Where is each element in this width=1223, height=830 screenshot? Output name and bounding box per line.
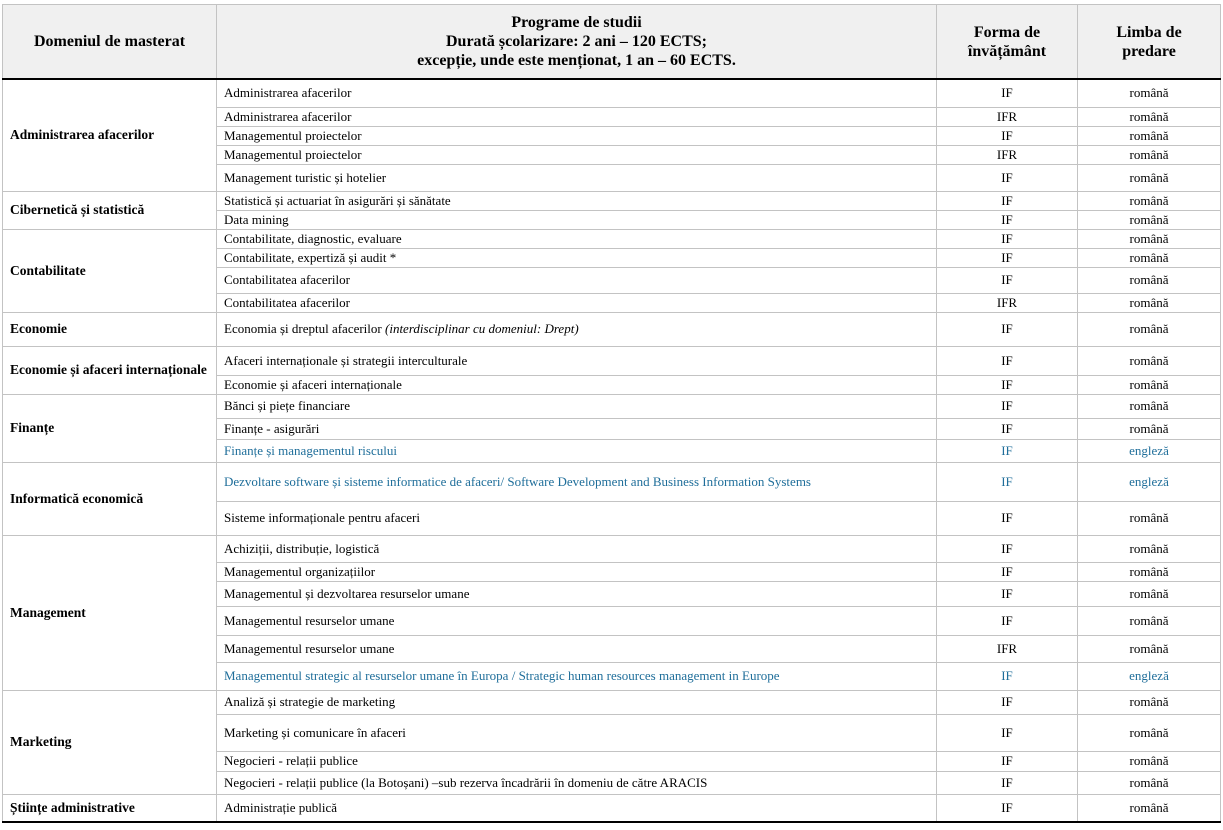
- program-cell: [217, 79, 937, 107]
- domain-cell: Contabilitate: [3, 229, 217, 312]
- program-name: Afaceri internaționale și strategii interculturale: [224, 352, 468, 368]
- study-form-cell: IF: [937, 501, 1078, 535]
- header-lang-line2: predare: [1122, 42, 1176, 60]
- program-name: Achiziții, distribuție, logistică: [224, 540, 380, 556]
- header-form-line1: Forma de: [973, 23, 1041, 41]
- language-cell: română: [1078, 145, 1221, 164]
- language-cell: engleză: [1078, 662, 1221, 690]
- study-form-cell: IF: [937, 462, 1078, 501]
- program-cell: [217, 394, 937, 418]
- study-form-cell: IF: [937, 126, 1078, 145]
- header-row: [3, 5, 1221, 80]
- program-cell: [217, 794, 937, 822]
- language-cell: română: [1078, 210, 1221, 229]
- study-form-cell: IF: [937, 267, 1078, 293]
- program-cell: [217, 248, 937, 267]
- language-cell: română: [1078, 635, 1221, 662]
- program-cell: [217, 635, 937, 662]
- program-name: Dezvoltare software și sisteme informatice de afaceri/ Software Development and Business Information Systems: [224, 473, 811, 489]
- program-cell: [217, 346, 937, 375]
- program-cell: [217, 312, 937, 346]
- table-row: [3, 394, 1221, 418]
- language-cell: română: [1078, 562, 1221, 581]
- study-form-cell: IF: [937, 794, 1078, 822]
- table-row: [3, 312, 1221, 346]
- header-programs: [217, 5, 937, 80]
- domain-cell: Management: [3, 535, 217, 690]
- header-domain-label: Domeniul de masterat: [33, 33, 186, 50]
- study-form-cell: IF: [937, 79, 1078, 107]
- study-form-cell: IF: [937, 312, 1078, 346]
- domain-cell: Economie și afaceri internaționale: [3, 346, 217, 394]
- language-cell: română: [1078, 346, 1221, 375]
- language-cell: română: [1078, 501, 1221, 535]
- document-page: [2, 4, 1221, 823]
- study-form-cell: IFR: [937, 635, 1078, 662]
- study-form-cell: IF: [937, 248, 1078, 267]
- program-cell: [217, 164, 937, 191]
- study-form-cell: IF: [937, 662, 1078, 690]
- language-cell: română: [1078, 690, 1221, 714]
- study-form-cell: IF: [937, 394, 1078, 418]
- study-form-cell: IF: [937, 714, 1078, 751]
- program-cell: [217, 229, 937, 248]
- program-cell: [217, 771, 937, 794]
- study-form-cell: IF: [937, 581, 1078, 606]
- program-name: Analiză și strategie de marketing: [224, 694, 396, 709]
- study-form-cell: IF: [937, 535, 1078, 562]
- program-cell: [217, 210, 937, 229]
- program-name: Marketing și comunicare în afaceri: [224, 724, 406, 740]
- language-cell: română: [1078, 126, 1221, 145]
- language-cell: română: [1078, 535, 1221, 562]
- program-name: Contabilitatea afacerilor: [224, 294, 350, 310]
- program-name: Managementul proiectelor: [224, 146, 362, 162]
- language-cell: română: [1078, 191, 1221, 210]
- domain-cell: Marketing: [3, 690, 217, 794]
- domain-cell: Informatică economică: [3, 462, 217, 535]
- table-row: [3, 794, 1221, 822]
- language-cell: engleză: [1078, 439, 1221, 462]
- study-form-cell: IF: [937, 229, 1078, 248]
- program-cell: [217, 107, 937, 126]
- program-name: Finanțe - asigurări: [224, 420, 320, 436]
- program-note: (interdisciplinar cu domeniul: Drept): [385, 321, 579, 336]
- study-form-cell: IF: [937, 191, 1078, 210]
- study-form-cell: IF: [937, 164, 1078, 191]
- table-row: [3, 79, 1221, 107]
- language-cell: română: [1078, 293, 1221, 312]
- program-cell: [217, 714, 937, 751]
- study-form-cell: IF: [937, 346, 1078, 375]
- program-cell: [217, 293, 937, 312]
- study-form-cell: IF: [937, 562, 1078, 581]
- header-form: [937, 5, 1078, 80]
- language-cell: română: [1078, 267, 1221, 293]
- header-programs-duration: Durată școlarizare: 2 ani – 120 ECTS;: [445, 33, 707, 50]
- program-cell: [217, 126, 937, 145]
- language-cell: română: [1078, 312, 1221, 346]
- language-cell: română: [1078, 107, 1221, 126]
- program-cell: [217, 690, 937, 714]
- program-name: Economia și dreptul afacerilor: [224, 321, 382, 336]
- study-form-cell: IF: [937, 375, 1078, 394]
- language-cell: română: [1078, 606, 1221, 635]
- program-name: Sisteme informaționale pentru afaceri: [224, 510, 421, 525]
- program-name: Administrarea afacerilor: [224, 108, 352, 124]
- study-form-cell: IFR: [937, 107, 1078, 126]
- language-cell: română: [1078, 229, 1221, 248]
- program-name: Managementul resurselor umane: [224, 640, 395, 656]
- program-cell: [217, 462, 937, 501]
- program-name: Managementul organizațiilor: [224, 563, 376, 579]
- program-cell: [217, 439, 937, 462]
- language-cell: română: [1078, 164, 1221, 191]
- study-form-cell: IF: [937, 418, 1078, 439]
- program-name: Managementul resurselor umane: [224, 612, 395, 628]
- domain-cell: Administrarea afacerilor: [3, 79, 217, 191]
- domain-cell: Științe administrative: [3, 794, 217, 822]
- program-cell: [217, 535, 937, 562]
- program-name: Data mining: [224, 211, 289, 227]
- table-row: [3, 535, 1221, 562]
- program-name: Finanțe și managementul riscului: [224, 442, 397, 458]
- language-cell: engleză: [1078, 462, 1221, 501]
- study-form-cell: IFR: [937, 145, 1078, 164]
- domain-cell: Finanțe: [3, 394, 217, 462]
- program-cell: [217, 562, 937, 581]
- language-cell: română: [1078, 248, 1221, 267]
- language-cell: română: [1078, 794, 1221, 822]
- program-name: Administrație publică: [224, 799, 338, 815]
- program-cell: [217, 751, 937, 771]
- header-programs-title: Programe de studii: [511, 14, 642, 31]
- program-cell: [217, 606, 937, 635]
- program-name: Managementul proiectelor: [224, 127, 362, 143]
- language-cell: română: [1078, 714, 1221, 751]
- program-name: Administrarea afacerilor: [224, 85, 352, 101]
- table-row: [3, 229, 1221, 248]
- header-programs-exception: excepție, unde este menționat, 1 an – 60 ECTS.: [417, 52, 736, 69]
- study-form-cell: IF: [937, 606, 1078, 635]
- program-cell: [217, 501, 937, 535]
- domain-cell: Cibernetică și statistică: [3, 191, 217, 229]
- program-name: Managementul strategic al resurselor umane în Europa / Strategic human resources management in Europe: [224, 668, 780, 683]
- language-cell: română: [1078, 751, 1221, 771]
- study-form-cell: IFR: [937, 293, 1078, 312]
- masters-programs-table: [2, 4, 1221, 823]
- program-name: Contabilitate, expertiză și audit *: [224, 249, 397, 265]
- program-name: Bănci și piețe financiare: [224, 398, 350, 413]
- program-name: Managementul și dezvoltarea resurselor umane: [224, 585, 470, 601]
- program-cell: [217, 191, 937, 210]
- program-name: Contabilitatea afacerilor: [224, 272, 350, 287]
- study-form-cell: IF: [937, 210, 1078, 229]
- table-row: [3, 346, 1221, 375]
- language-cell: română: [1078, 394, 1221, 418]
- study-form-cell: IF: [937, 771, 1078, 794]
- study-form-cell: IF: [937, 690, 1078, 714]
- language-cell: română: [1078, 418, 1221, 439]
- language-cell: română: [1078, 771, 1221, 794]
- program-cell: [217, 267, 937, 293]
- language-cell: română: [1078, 375, 1221, 394]
- program-name: Statistică și actuariat în asigurări și sănătate: [224, 192, 451, 208]
- program-cell: [217, 662, 937, 690]
- table-row: [3, 462, 1221, 501]
- program-name: Economie și afaceri internaționale: [224, 376, 402, 392]
- table-body: [3, 79, 1221, 822]
- table-row: [3, 191, 1221, 210]
- table-header: [3, 5, 1221, 80]
- domain-cell: Economie: [3, 312, 217, 346]
- header-lang-line1: Limba de: [1116, 23, 1182, 41]
- program-cell: [217, 145, 937, 164]
- program-cell: [217, 375, 937, 394]
- program-cell: [217, 581, 937, 606]
- study-form-cell: IF: [937, 751, 1078, 771]
- study-form-cell: IF: [937, 439, 1078, 462]
- language-cell: română: [1078, 79, 1221, 107]
- header-form-line2: învățământ: [967, 42, 1047, 60]
- program-name: Negocieri - relații publice: [224, 753, 358, 768]
- table-row: [3, 690, 1221, 714]
- header-domain: [3, 5, 217, 80]
- program-cell: [217, 418, 937, 439]
- program-name: Contabilitate, diagnostic, evaluare: [224, 230, 402, 246]
- program-name: Management turistic și hotelier: [224, 169, 387, 185]
- program-name: Negocieri - relații publice (la Botoșani) –sub rezerva încadrării în domeniu de către ARACIS: [224, 774, 708, 790]
- language-cell: română: [1078, 581, 1221, 606]
- header-lang: [1078, 5, 1221, 80]
